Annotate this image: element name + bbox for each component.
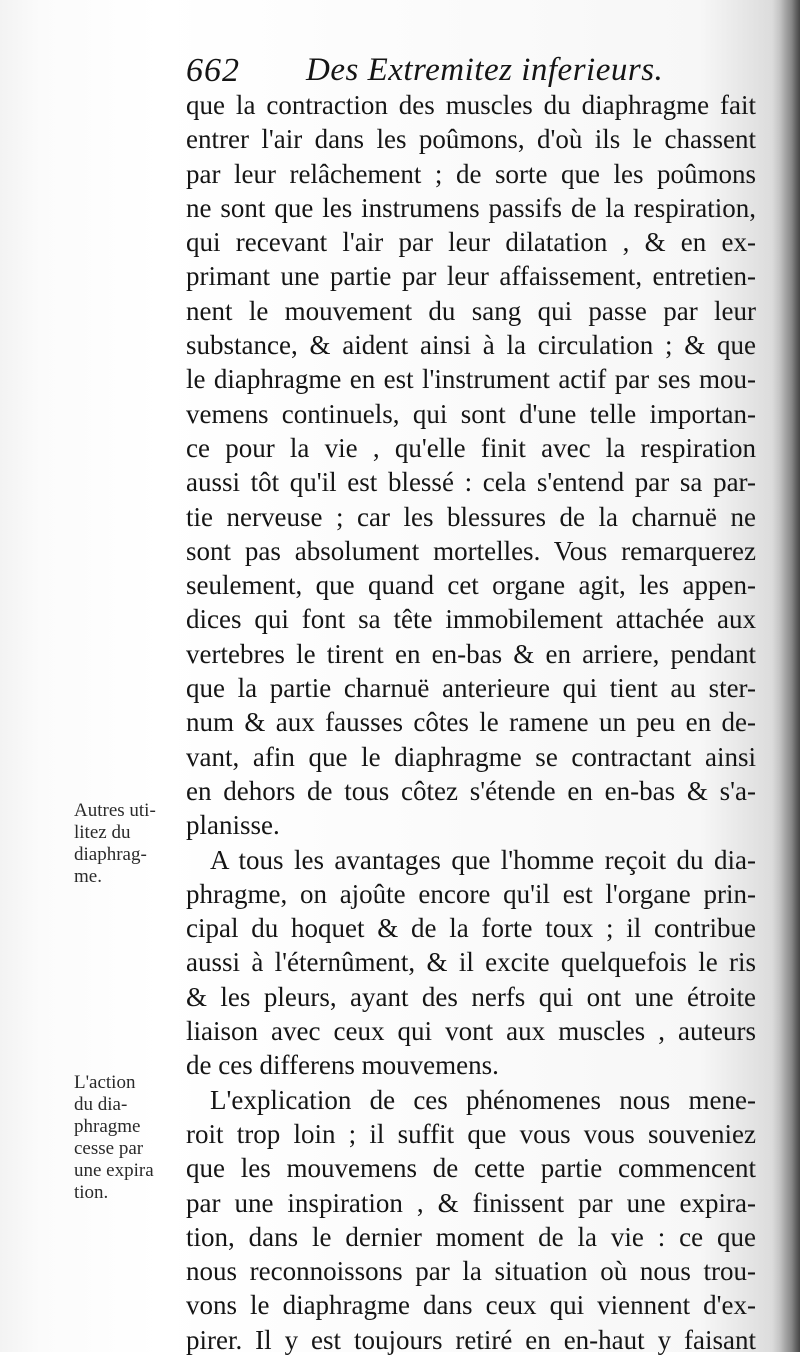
text-line: ne sont que les instrumens passifs de la respiration, <box>186 192 756 223</box>
margin-note-line: cesse par <box>74 1138 144 1159</box>
text-line: roit trop loin ; il suffit que vous vous souveniez <box>186 1118 756 1149</box>
text-line: ce pour la vie , qu'elle finit avec la respiration <box>186 432 756 463</box>
margin-note-line: diaphrag- <box>74 844 147 865</box>
margin-note-line: phragme <box>74 1116 141 1137</box>
text-line: cipal du hoquet & de la forte toux ; il contribue <box>186 913 756 944</box>
page-number: 662 <box>186 52 240 89</box>
text-line: que la partie charnuë anterieure qui tient au ster- <box>186 673 756 704</box>
text-line: de ces differens mouvemens. <box>186 1050 499 1081</box>
margin-note-line: Autres uti- <box>74 800 156 821</box>
text-line: phragme, on ajoûte encore qu'il est l'organe prin- <box>186 878 756 909</box>
text-line: le diaphragme en est l'instrument actif par ses mou- <box>186 364 756 395</box>
margin-note-line: me. <box>74 866 102 887</box>
margin-note-line: L'action <box>74 1072 136 1093</box>
text-line: tie nerveuse ; car les blessures de la charnuë ne <box>186 501 756 532</box>
text-line: qui recevant l'air par leur dilatation , & en ex- <box>186 227 756 258</box>
text-line: tion, dans le dernier moment de la vie : ce que <box>186 1221 756 1252</box>
body-text <box>186 88 756 1357</box>
text-line: & les pleurs, ayant des nerfs qui ont une étroite <box>186 981 756 1012</box>
text-line: vemens continuels, qui sont d'une telle importan- <box>186 398 756 429</box>
text-line: en dehors de tous côtez s'étende en en-bas & s'a- <box>186 775 756 806</box>
text-line: sont pas absolument mortelles. Vous remarquerez <box>186 535 756 566</box>
text-line: aussi à l'éternûment, & il excite quelquefois le ris <box>186 947 756 978</box>
margin-note-uses <box>74 800 174 888</box>
running-title: Des Extremitez inferieurs. <box>306 52 664 88</box>
margin-note-line: tion. <box>74 1182 109 1203</box>
text-line: nous reconnoissons par la situation où nous trou- <box>186 1256 756 1287</box>
text-line: nent le mouvement du sang qui passe par leur <box>186 295 756 326</box>
text-line: vant, afin que le diaphragme se contractant ainsi <box>186 741 756 772</box>
text-line: vertebres le tirent en en-bas & en arriere, pendant <box>186 638 756 669</box>
text-line: entrer l'air dans les poûmons, d'où ils le chassent <box>186 124 756 155</box>
text-line: que les mouvemens de cette partie commencent <box>186 1153 756 1184</box>
text-line: L'explication de ces phénomenes nous mene- <box>210 1084 756 1115</box>
margin-note-line: litez du <box>74 822 131 843</box>
text-line: que la contraction des muscles du diaphragme fait <box>186 90 756 120</box>
text-line: par leur relâchement ; de sorte que les poûmons <box>186 158 756 189</box>
text-line: primant une partie par leur affaissement, entretien- <box>186 261 756 292</box>
text-line: planisse. <box>186 810 280 841</box>
text-line: substance, & aident ainsi à la circulation ; & que <box>186 330 756 361</box>
page-header <box>186 52 746 92</box>
margin-note-action <box>74 1072 174 1204</box>
text-line: A tous les avantages que l'homme reçoit du dia- <box>210 844 756 875</box>
text-line: num & aux fausses côtes le ramene un peu en de- <box>186 707 756 738</box>
text-line: dices qui font sa tête immobilement attachée aux <box>186 604 756 635</box>
text-line: vons le diaphragme dans ceux qui viennent d'ex- <box>186 1290 756 1321</box>
text-line: pirer. Il y est toujours retiré en en-haut y faisant <box>186 1324 756 1355</box>
spine-shadow <box>772 0 800 1352</box>
text-line: liaison avec ceux qui vont aux muscles , auteurs <box>186 1016 756 1047</box>
text-line: aussi tôt qu'il est blessé : cela s'entend par sa par- <box>186 467 756 498</box>
text-line: seulement, que quand cet organe agit, les appen- <box>186 570 756 601</box>
margin-note-line: du dia- <box>74 1094 128 1115</box>
margin-note-line: une expira <box>74 1160 154 1181</box>
text-line: par une inspiration , & finissent par une expira- <box>186 1187 756 1218</box>
